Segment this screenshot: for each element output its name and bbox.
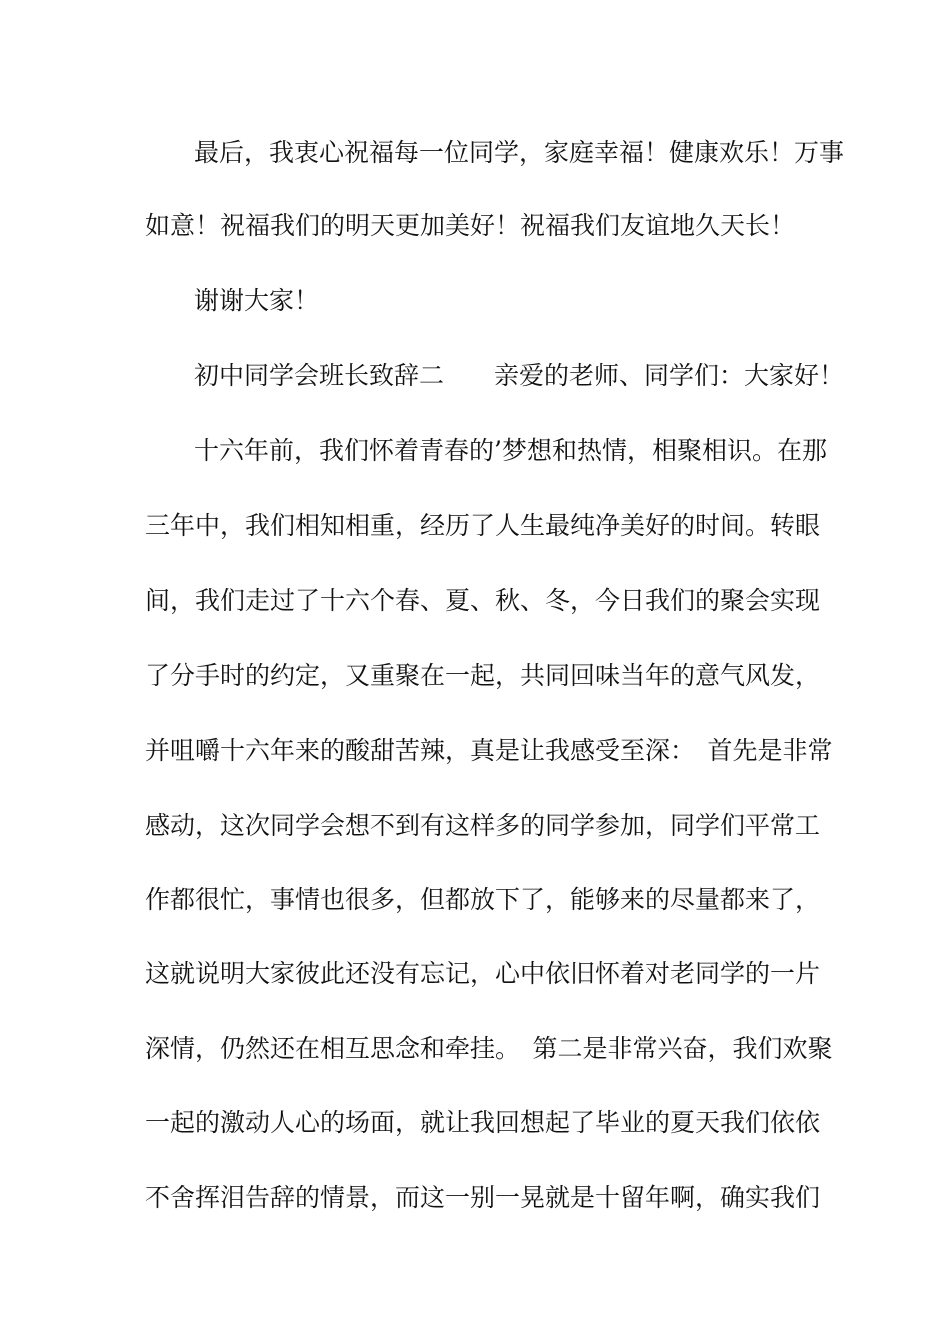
- paragraph-line: 最后，我衷心祝福每一位同学，家庭幸福！健康欢乐！万事: [194, 138, 845, 167]
- paragraph-line: 了分手时的约定，又重聚在一起，共同回味当年的意气风发，: [145, 661, 821, 690]
- paragraph-line: 谢谢大家！: [194, 286, 320, 315]
- paragraph-line: 如意！祝福我们的明天更加美好！祝福我们友谊地久天长！: [145, 211, 796, 240]
- paragraph-line: 作都很忙，事情也很多，但都放下了，能够来的尽量都来了，: [145, 885, 821, 914]
- paragraph-line: 感动，这次同学会想不到有这样多的同学参加，同学们平常工: [145, 811, 821, 840]
- paragraph-line: 间，我们走过了十六个春、夏、秋、冬，今日我们的聚会实现: [145, 586, 821, 615]
- paragraph-line: 不舍挥泪告辞的情景，而这一别一晃就是十留年啊，确实我们: [145, 1183, 821, 1212]
- paragraph-line: 这就说明大家彼此还没有忘记，心中依旧怀着对老同学的一片: [145, 959, 821, 988]
- paragraph-line: 并咀嚼十六年来的酸甜苦辣，真是让我感受至深： 首先是非常: [145, 736, 833, 765]
- section-heading-line: 初中同学会班长致辞二 亲爱的老师、同学们：大家好！: [194, 361, 845, 390]
- paragraph-line: 一起的激动人心的场面，就让我回想起了毕业的夏天我们依依: [145, 1108, 821, 1137]
- paragraph-line: 三年中，我们相知相重，经历了人生最纯净美好的时间。转眼: [145, 511, 821, 540]
- paragraph-line: 十六年前，我们怀着青春的’梦想和热情，相聚相识。在那: [194, 436, 827, 465]
- paragraph-line: 深情，仍然还在相互思念和牵挂。 第二是非常兴奋，我们欢聚: [145, 1034, 833, 1063]
